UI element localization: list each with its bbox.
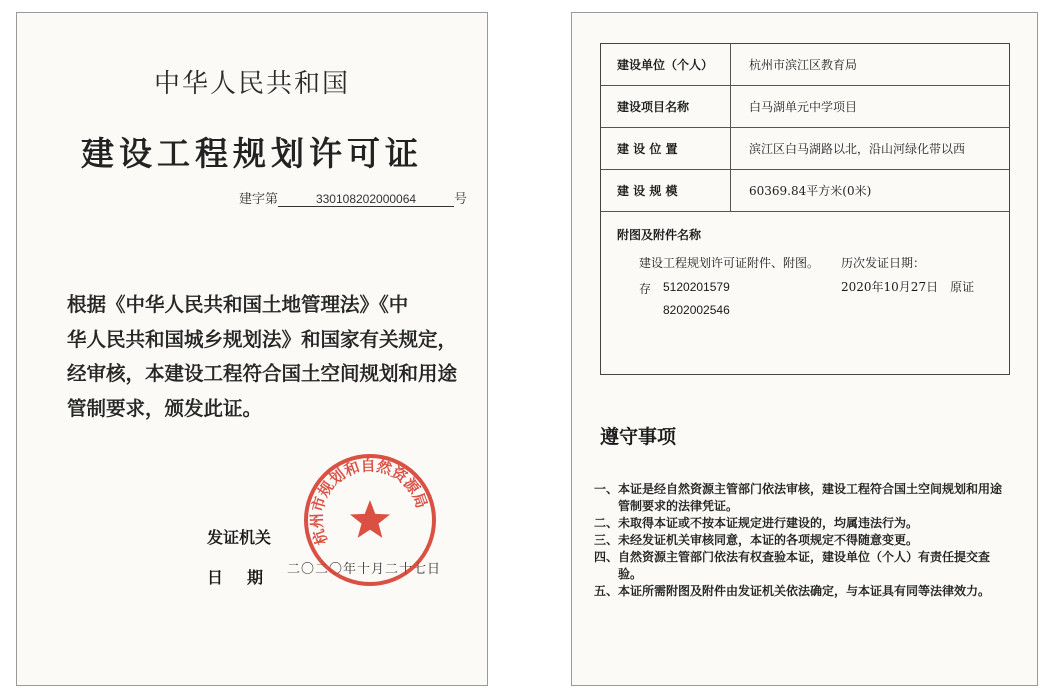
notice-index: 二、 (594, 516, 619, 530)
list-item (594, 549, 1014, 583)
attachment-doc-name: 建设工程规划许可证附件、附图。 (639, 256, 820, 270)
list-item (594, 583, 1014, 600)
row-value: 60369.84平方米(0米) (749, 184, 872, 198)
archive-mark: 存 (639, 282, 652, 296)
row-label: 建 设 位 置 (601, 128, 731, 169)
notice-text: 未取得本证或不按本证规定进行建设的，均属违法行为。 (618, 516, 919, 530)
notice-text: 自然资源主管部门依法有权查验本证，建设单位（个人）有责任提交查验。 (618, 550, 991, 581)
certificate-back-page (571, 12, 1038, 686)
row-value: 白马湖单元中学项目 (749, 100, 858, 114)
notice-text: 未经发证机关审核同意，本证的各项规定不得随意变更。 (618, 533, 919, 547)
table-row (601, 170, 1009, 212)
issue-history-date: 2020年10月27日 原证 (841, 280, 975, 294)
certificate-title: 建设工程规划许可证 (81, 134, 423, 173)
issue-history-label: 历次发证日期： (841, 256, 926, 270)
list-item (594, 532, 1014, 549)
certificate-front-page (16, 12, 488, 686)
row-label: 建设单位（个人） (601, 44, 731, 85)
table-row (601, 86, 1009, 128)
list-item (594, 481, 1014, 515)
notice-text: 本证所需附图及附件由发证机关依法确定，与本证具有同等法律效力。 (618, 584, 991, 598)
notice-index: 五、 (594, 584, 619, 598)
permit-number-line (239, 188, 467, 207)
permit-number: 330108202000064 (278, 192, 454, 207)
nation-name: 中华人民共和国 (153, 69, 350, 99)
notice-list (594, 481, 1014, 600)
project-info-table (600, 43, 1010, 375)
issuer-label: 发证机关 (207, 528, 272, 547)
row-value: 滨江区白马湖路以北，沿山河绿化带以西 (749, 142, 966, 156)
svg-text:杭州市规划和自然资源局: 杭州市规划和自然资源局 (307, 456, 431, 548)
permit-prefix: 建字第 (239, 192, 279, 207)
body-line: 管制要求，颁发此证。 (67, 396, 263, 420)
notice-text: 本证是经自然资源主管部门依法审核，建设工程符合国土空间规划和用途管制要求的法律凭证。 (618, 482, 1003, 513)
attachments-section (601, 212, 1009, 374)
archive-number: 8202002546 (663, 303, 730, 317)
row-label: 建设项目名称 (601, 86, 731, 127)
table-row (601, 44, 1009, 86)
body-line: 根据《中华人民共和国土地管理法》《中 (67, 293, 409, 316)
archive-number: 5120201579 (663, 280, 730, 294)
certificate-body-text (67, 288, 467, 426)
date-label: 日期 (207, 568, 288, 587)
body-line: 华人民共和国城乡规划法》和国家有关规定， (67, 327, 458, 351)
notice-index: 一、 (594, 482, 619, 496)
permit-suffix: 号 (454, 192, 468, 207)
table-row (601, 128, 1009, 170)
notice-index: 三、 (594, 533, 619, 547)
row-label: 建 设 规 模 (601, 170, 731, 211)
issue-date: 二〇二〇年十月二十七日 (287, 562, 442, 577)
notice-title: 遵守事项 (600, 426, 677, 448)
notice-index: 四、 (594, 550, 619, 564)
body-line: 经审核，本建设工程符合国土空间规划和用途 (67, 362, 458, 385)
list-item (594, 515, 1014, 532)
attachments-label: 附图及附件名称 (617, 228, 702, 242)
row-value: 杭州市滨江区教育局 (749, 58, 858, 72)
official-seal-icon (300, 450, 440, 590)
